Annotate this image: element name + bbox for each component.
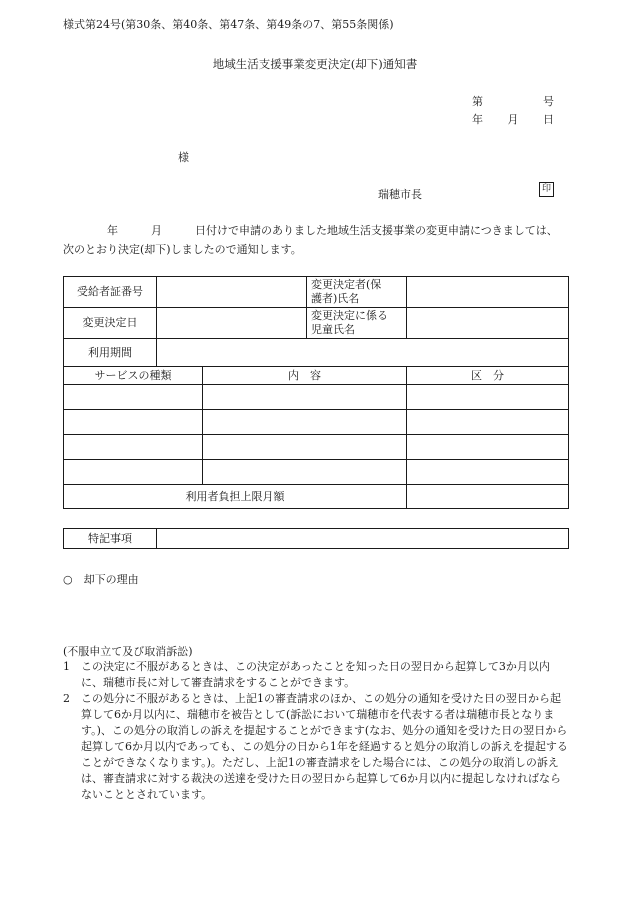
- label-recipient-number: 受給者証番号: [64, 277, 157, 308]
- appeal-item-2: [63, 691, 568, 803]
- value-monthly-cap: [407, 485, 569, 509]
- appeal-item-2-text: この処分に不服があるときは、上記1の審査請求のほか、この処分の通知を受けた日の翌日から起算して6か月以内に、瑞穂市を被告として(訴訟において瑞穂市を代表する者は瑞穂市長となります。)、この処分の取消しの訴えを提起することができます(なお、処分の通知を受けた日の翌日から起算して6か月以内であっても、この処分の日から1年を経過すると処分の取消しの訴えを提起することができなくなります。)。ただし、上記1の審査請求をした場合には、この処分の取消しの訴えは、審査請求に対する裁決の送達を受けた日の翌日から起算して6か月以内に提起しなければならないこととされています。: [81, 692, 568, 801]
- label-decision-person: 変更決定者(保 護者)氏名: [307, 277, 407, 308]
- date-month: 月: [507, 113, 519, 126]
- document-title: 地域生活支援事業変更決定(却下)通知書: [212, 57, 418, 71]
- table-row: [64, 435, 569, 460]
- appeal-item-1-text: この決定に不服があるときは、この決定があったことを知った日の翌日から起算して3か月以内に、瑞穂市長に対して審査請求をすることができます。: [81, 660, 550, 689]
- header-category: 区 分: [407, 367, 569, 385]
- special-notes-table: [63, 528, 569, 549]
- number-go: 号: [543, 95, 554, 108]
- label-child-name: 変更決定に係る 児童氏名: [307, 308, 407, 339]
- number-dai: 第: [472, 95, 483, 108]
- body-paragraph: 年 月 日付けで申請のありました地域生活支援事業の変更申請につきましては、次のとおり決定(却下)しましたので通知します。: [63, 224, 558, 256]
- table-row: [64, 460, 569, 485]
- value-usage-period: [157, 339, 569, 367]
- value-child-name: [407, 308, 569, 339]
- issue-date-line: [472, 111, 554, 127]
- issuer-name: 瑞穂市長: [378, 188, 422, 201]
- date-year: 年: [472, 113, 483, 126]
- label-special-notes: 特記事項: [64, 529, 157, 549]
- label-monthly-cap: 利用者負担上限月額: [64, 485, 407, 509]
- header-content: 内 容: [203, 367, 407, 385]
- appeal-item-1-number: 1: [63, 660, 70, 673]
- date-day: 日: [543, 113, 554, 126]
- value-change-date: [157, 308, 307, 339]
- table-row: [64, 410, 569, 435]
- label-usage-period: 利用期間: [64, 339, 157, 367]
- value-special-notes: [157, 529, 569, 549]
- rejection-reason-heading: ○ 却下の理由: [63, 573, 139, 586]
- addressee-suffix: 様: [178, 151, 189, 164]
- table-row: [64, 385, 569, 410]
- seal-mark: 印: [539, 182, 554, 197]
- value-recipient-number: [157, 277, 307, 308]
- appeal-heading: (不服申立て及び取消訴訟): [63, 645, 193, 658]
- decision-table: [63, 276, 569, 509]
- value-decision-person: [407, 277, 569, 308]
- appeal-item-1: [63, 659, 568, 691]
- header-service-type: サービスの種類: [64, 367, 203, 385]
- form-number: 様式第24号(第30条、第40条、第47条、第49条の7、第55条関係): [63, 18, 394, 31]
- label-change-date: 変更決定日: [64, 308, 157, 339]
- appeal-item-2-number: 2: [63, 692, 70, 705]
- document-number-line: [472, 93, 554, 109]
